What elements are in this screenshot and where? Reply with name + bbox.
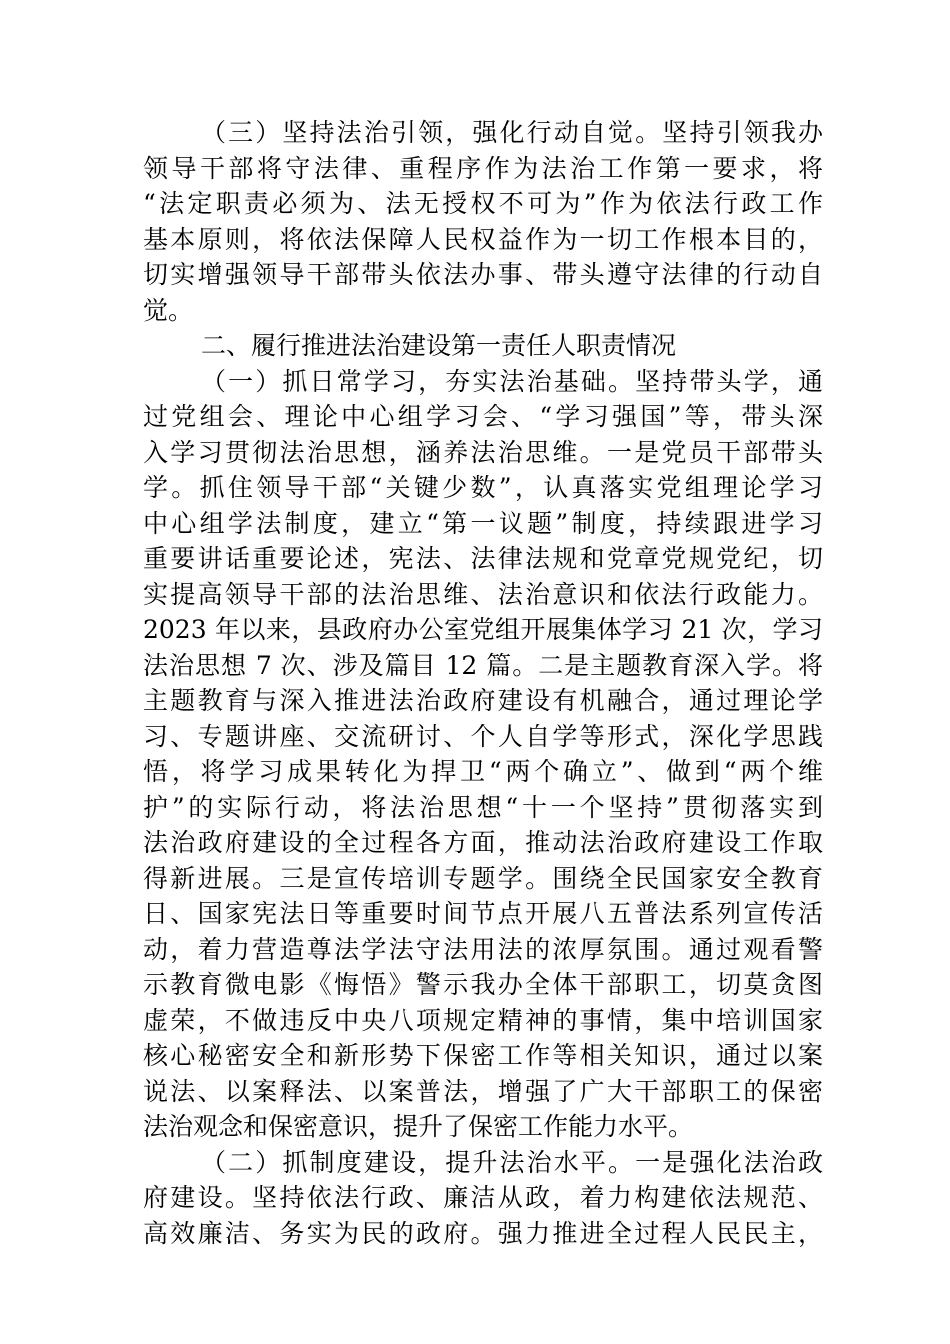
paragraph-1-line-8: 2023 年以来，县政府办公室党组开展集体学习 21 次，学习 xyxy=(143,615,823,644)
paragraph-1-line-5: 中心组学法制度，建立“第一议题”制度，持续跟进学习 xyxy=(143,508,823,538)
paragraph-1-line-15: 得新进展。三是宣传培训专题学。围绕全民国家安全教育 xyxy=(143,863,823,893)
paragraph-1-line-16: 日、国家宪法日等重要时间节点开展八五普法系列宣传活 xyxy=(143,899,823,928)
paragraph-3-line-4: 基本原则，将依法保障人民权益作为一切工作根本目的， xyxy=(143,224,823,254)
paragraph-1-line-21: 说法、以案释法、以案普法，增强了广大干部职工的保密 xyxy=(143,1076,823,1106)
paragraph-1-line-19: 虚荣，不做违反中央八项规定精神的事情，集中培训国家 xyxy=(143,1005,823,1035)
paragraph-1-line-9: 法治思想 7 次、涉及篇目 12 篇。二是主题教育深入学。将 xyxy=(143,650,823,680)
paragraph-1-line-14: 法治政府建设的全过程各方面，推动法治政府建设工作取 xyxy=(143,828,823,857)
document-body xyxy=(143,115,823,1251)
paragraph-1-line-22: 法治观念和保密意识，提升了保密工作能力水平。 xyxy=(143,1112,694,1141)
paragraph-1-line-17: 动，着力营造尊法学法守法用法的浓厚氛围。通过观看警 xyxy=(143,934,823,964)
paragraph-1-line-4: 学。抓住领导干部“关键少数”，认真落实党组理论学习 xyxy=(143,473,823,502)
paragraph-1-line-11: 习、专题讲座、交流研讨、个人自学等形式，深化学思践 xyxy=(143,721,823,751)
paragraph-2-line-1: （二）抓制度建设，提升法治水平。一是强化法治政 xyxy=(201,1147,823,1177)
paragraph-3-line-2: 领导干部将守法律、重程序作为法治工作第一要求，将 xyxy=(143,153,823,183)
paragraph-1-line-18: 示教育微电影《悔悟》警示我办全体干部职工，切莫贪图 xyxy=(143,970,823,999)
paragraph-3-line-6: 觉。 xyxy=(143,295,194,325)
paragraph-3-line-1: （三）坚持法治引领，强化行动自觉。坚持引领我办 xyxy=(201,118,823,147)
section-heading: 二、履行推进法治建设第一责任人职责情况 xyxy=(201,331,677,360)
paragraph-1-line-10: 主题教育与深入推进法治政府建设有机融合，通过理论学 xyxy=(143,686,823,715)
paragraph-2-line-3: 高效廉洁、务实为民的政府。强力推进全过程人民民主， xyxy=(143,1218,823,1248)
paragraph-1-line-20: 核心秘密安全和新形势下保密工作等相关知识，通过以案 xyxy=(143,1041,823,1070)
paragraph-3-line-3: “法定职责必须为、法无授权不可为”作为依法行政工作 xyxy=(143,189,823,218)
paragraph-1-line-12: 悟，将学习成果转化为捍卫“两个确立”、做到“两个维 xyxy=(143,757,823,786)
paragraph-1-line-3: 入学习贯彻法治思想，涵养法治思维。一是党员干部带头 xyxy=(143,437,823,467)
paragraph-1-line-13: 护”的实际行动，将法治思想“十一个坚持”贯彻落实到 xyxy=(143,792,823,822)
paragraph-1-line-6: 重要讲话重要论述，宪法、法律法规和党章党规党纪，切 xyxy=(143,544,823,573)
paragraph-2-line-2: 府建设。坚持依法行政、廉洁从政，着力构建依法规范、 xyxy=(143,1183,823,1212)
paragraph-1-line-1: （一）抓日常学习，夯实法治基础。坚持带头学，通 xyxy=(201,366,823,396)
paragraph-1-line-7: 实提高领导干部的法治思维、法治意识和依法行政能力。 xyxy=(143,579,823,609)
paragraph-3-line-5: 切实增强领导干部带头依法办事、带头遵守法律的行动自 xyxy=(143,260,823,289)
paragraph-1-line-2: 过党组会、理论中心组学习会、“学习强国”等，带头深 xyxy=(143,402,823,431)
